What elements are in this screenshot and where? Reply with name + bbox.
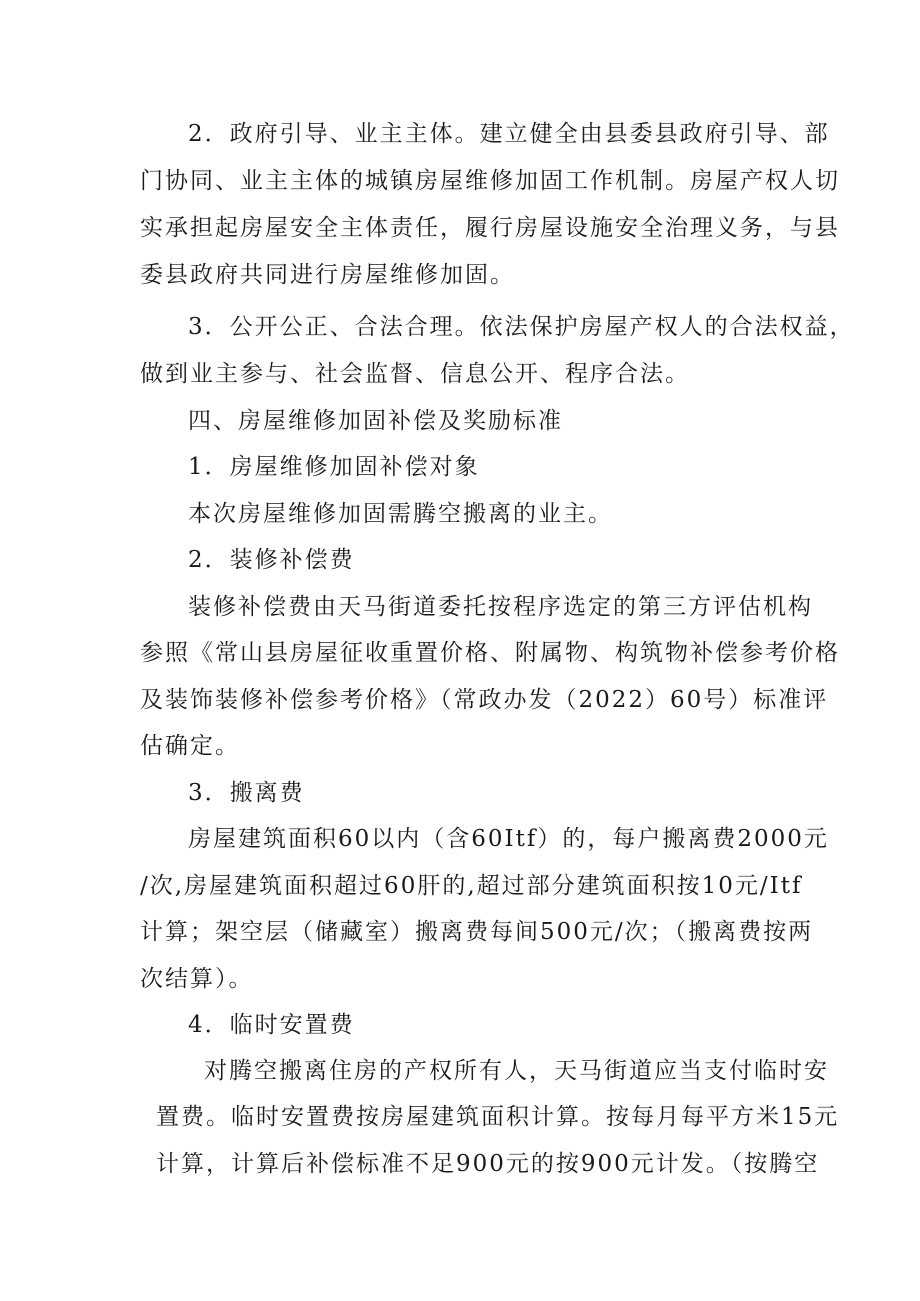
- para-decoration-line-1: 装修补偿费由天马街道委托按程序选定的第三方评估机构: [188, 594, 813, 620]
- para-2-line-2: 门协同、业主主体的城镇房屋维修加固工作机制。房屋产权人切: [140, 168, 840, 194]
- subheading-3: 3．搬离费: [188, 780, 305, 806]
- subheading-2: 2．装修补偿费: [188, 547, 355, 573]
- para-3-line-2: 做到业主参与、社会监督、信息公开、程序合法。: [140, 361, 690, 387]
- para-2-line-3: 实承担起房屋安全主体责任，履行房屋设施安全治理义务，与县: [140, 215, 840, 241]
- para-2-line-4: 委县政府共同进行房屋维修加固。: [140, 262, 515, 288]
- para-3-line-1: 3．公开公正、合法合理。依法保护房屋产权人的合法权益，: [188, 314, 855, 340]
- para-decoration-line-4: 估确定。: [140, 733, 240, 759]
- para-temp-line-2: 置费。临时安置费按房屋建筑面积计算。按每月每平方米15元: [156, 1104, 840, 1130]
- para-moving-line-2: /次,房屋建筑面积超过60肝的,超过部分建筑面积按10元/Itf: [140, 873, 803, 899]
- para-moving-line-3: 计算；架空层（储藏室）搬离费每间500元/次；（搬离费按两: [140, 919, 814, 945]
- para-temp-line-1: 对腾空搬离住房的产权所有人，天马街道应当支付临时安: [204, 1058, 829, 1084]
- para-decoration-line-3: 及装饰装修补偿参考价格》（常政办发（2022）60号）标准评: [140, 687, 829, 713]
- para-moving-line-4: 次结算）。: [140, 966, 254, 992]
- para-decoration-line-2: 参照《常山县房屋征收重置价格、附属物、构筑物补偿参考价格: [140, 640, 840, 666]
- para-2-line-1: 2．政府引导、业主主体。建立健全由县委县政府引导、部: [188, 121, 830, 147]
- para-temp-line-3: 计算，计算后补偿标准不足900元的按900元计发。（按腾空: [156, 1151, 820, 1177]
- subheading-1: 1．房屋维修加固补偿对象: [188, 454, 480, 480]
- para-object-line-1: 本次房屋维修加固需腾空搬离的业主。: [188, 501, 613, 527]
- section-heading-4: 四、房屋维修加固补偿及奖励标准: [188, 408, 563, 434]
- subheading-4: 4．临时安置费: [188, 1012, 355, 1038]
- para-moving-line-1: 房屋建筑面积60以内（含60Itf）的，每户搬离费2000元: [188, 826, 829, 852]
